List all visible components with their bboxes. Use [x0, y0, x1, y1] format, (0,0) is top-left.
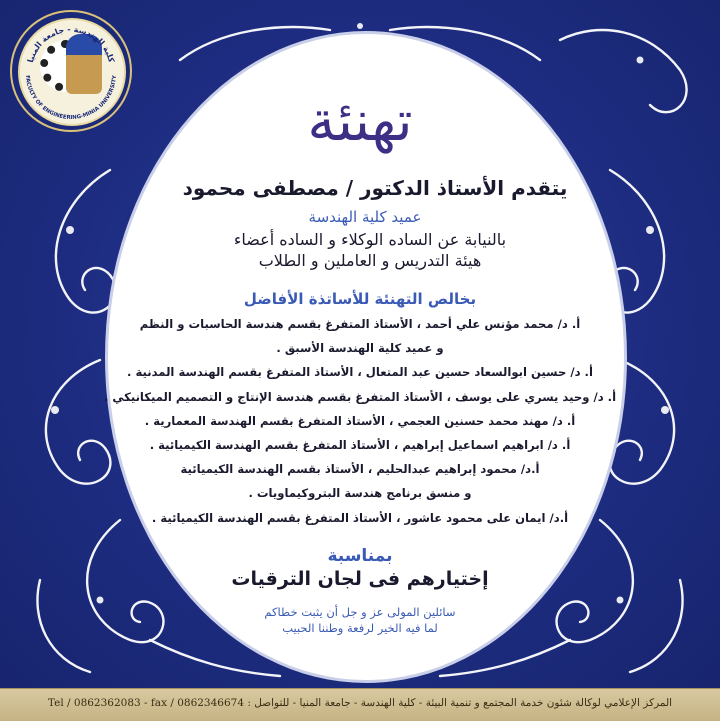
occasion-label: بمناسبة — [327, 546, 393, 566]
occasion-reason: إختيارهم فى لجان الترقيات — [231, 568, 489, 590]
list-item: و عميد كلية الهندسة الأسبق . — [276, 341, 444, 356]
list-item: أ. د/ وحيد يسري على يوسف ، الأستاذ المتفرغ بقسم هندسة الإنتاج و التصميم الميكانيكي . — [103, 389, 617, 404]
footer-bar — [0, 688, 720, 721]
prayer-line: لما فيه الخير لرفعة وطننا الحبيب — [282, 621, 438, 636]
presenter-line: يتقدم الأستاذ الدكتور / مصطفى محمود — [182, 176, 568, 200]
logo-text-en: FACULTY OF ENGINEERING-MINIA UNIVERSITY — [24, 75, 119, 122]
behalf-line: هيئة التدريس و العاملين و الطلاب — [258, 250, 482, 270]
list-item: أ.د/ محمود إبراهيم عبدالحليم ، الأستاذ بقسم الهندسة الكيميائية — [180, 462, 540, 477]
list-item: أ.د/ ايمان على محمود عاشور ، الأستاذ المتفرغ بقسم الهندسة الكيميائية . — [151, 510, 569, 525]
dean-title: عميد كلية الهندسة — [308, 208, 422, 226]
list-item: أ. د/ حسين ابوالسعاد حسين عبد المتعال ، الأستاذ المتفرغ بقسم الهندسة المدنية . — [127, 365, 593, 380]
list-item: أ. د/ مهند محمد حسنين العجمي ، الأستاذ المتفرغ بقسم الهندسة المعمارية . — [144, 413, 576, 428]
congrats-heading: بخالص التهنئة للأساتذة الأفاضل — [243, 290, 477, 308]
behalf-line: بالنيابة عن الساده الوكلاء و الساده أعضاء — [233, 230, 507, 249]
list-item: أ. د/ محمد مؤنس علي أحمد ، الأستاذ المتفرغ بقسم هندسة الحاسبات و النظم — [139, 317, 581, 331]
footer-contact: المركز الإعلامي لوكالة شئون خدمة المجتمع و تنمية البيئة - كلية الهندسة - جامعة المنيا - للتواصل : Tel / 0862362083 - fax / 0862346674 — [47, 697, 673, 709]
honorees-list — [90, 312, 630, 530]
prayer-line: سائلين المولى عز و جل أن يثبت خطاكم — [264, 605, 456, 619]
page-title: تهنئة — [307, 89, 413, 154]
prayer-text — [240, 604, 480, 636]
list-item: و منسق برنامج هندسة البتروكيماويات . — [248, 486, 472, 501]
logo-text-ar: كلية الهندسة - جامعة المنيا — [26, 24, 116, 64]
list-item: أ. د/ ابراهيم اسماعيل إبراهيم ، الأستاذ المتفرغ بقسم الهندسة الكيميائية . — [149, 437, 571, 452]
on-behalf-text — [200, 230, 540, 272]
